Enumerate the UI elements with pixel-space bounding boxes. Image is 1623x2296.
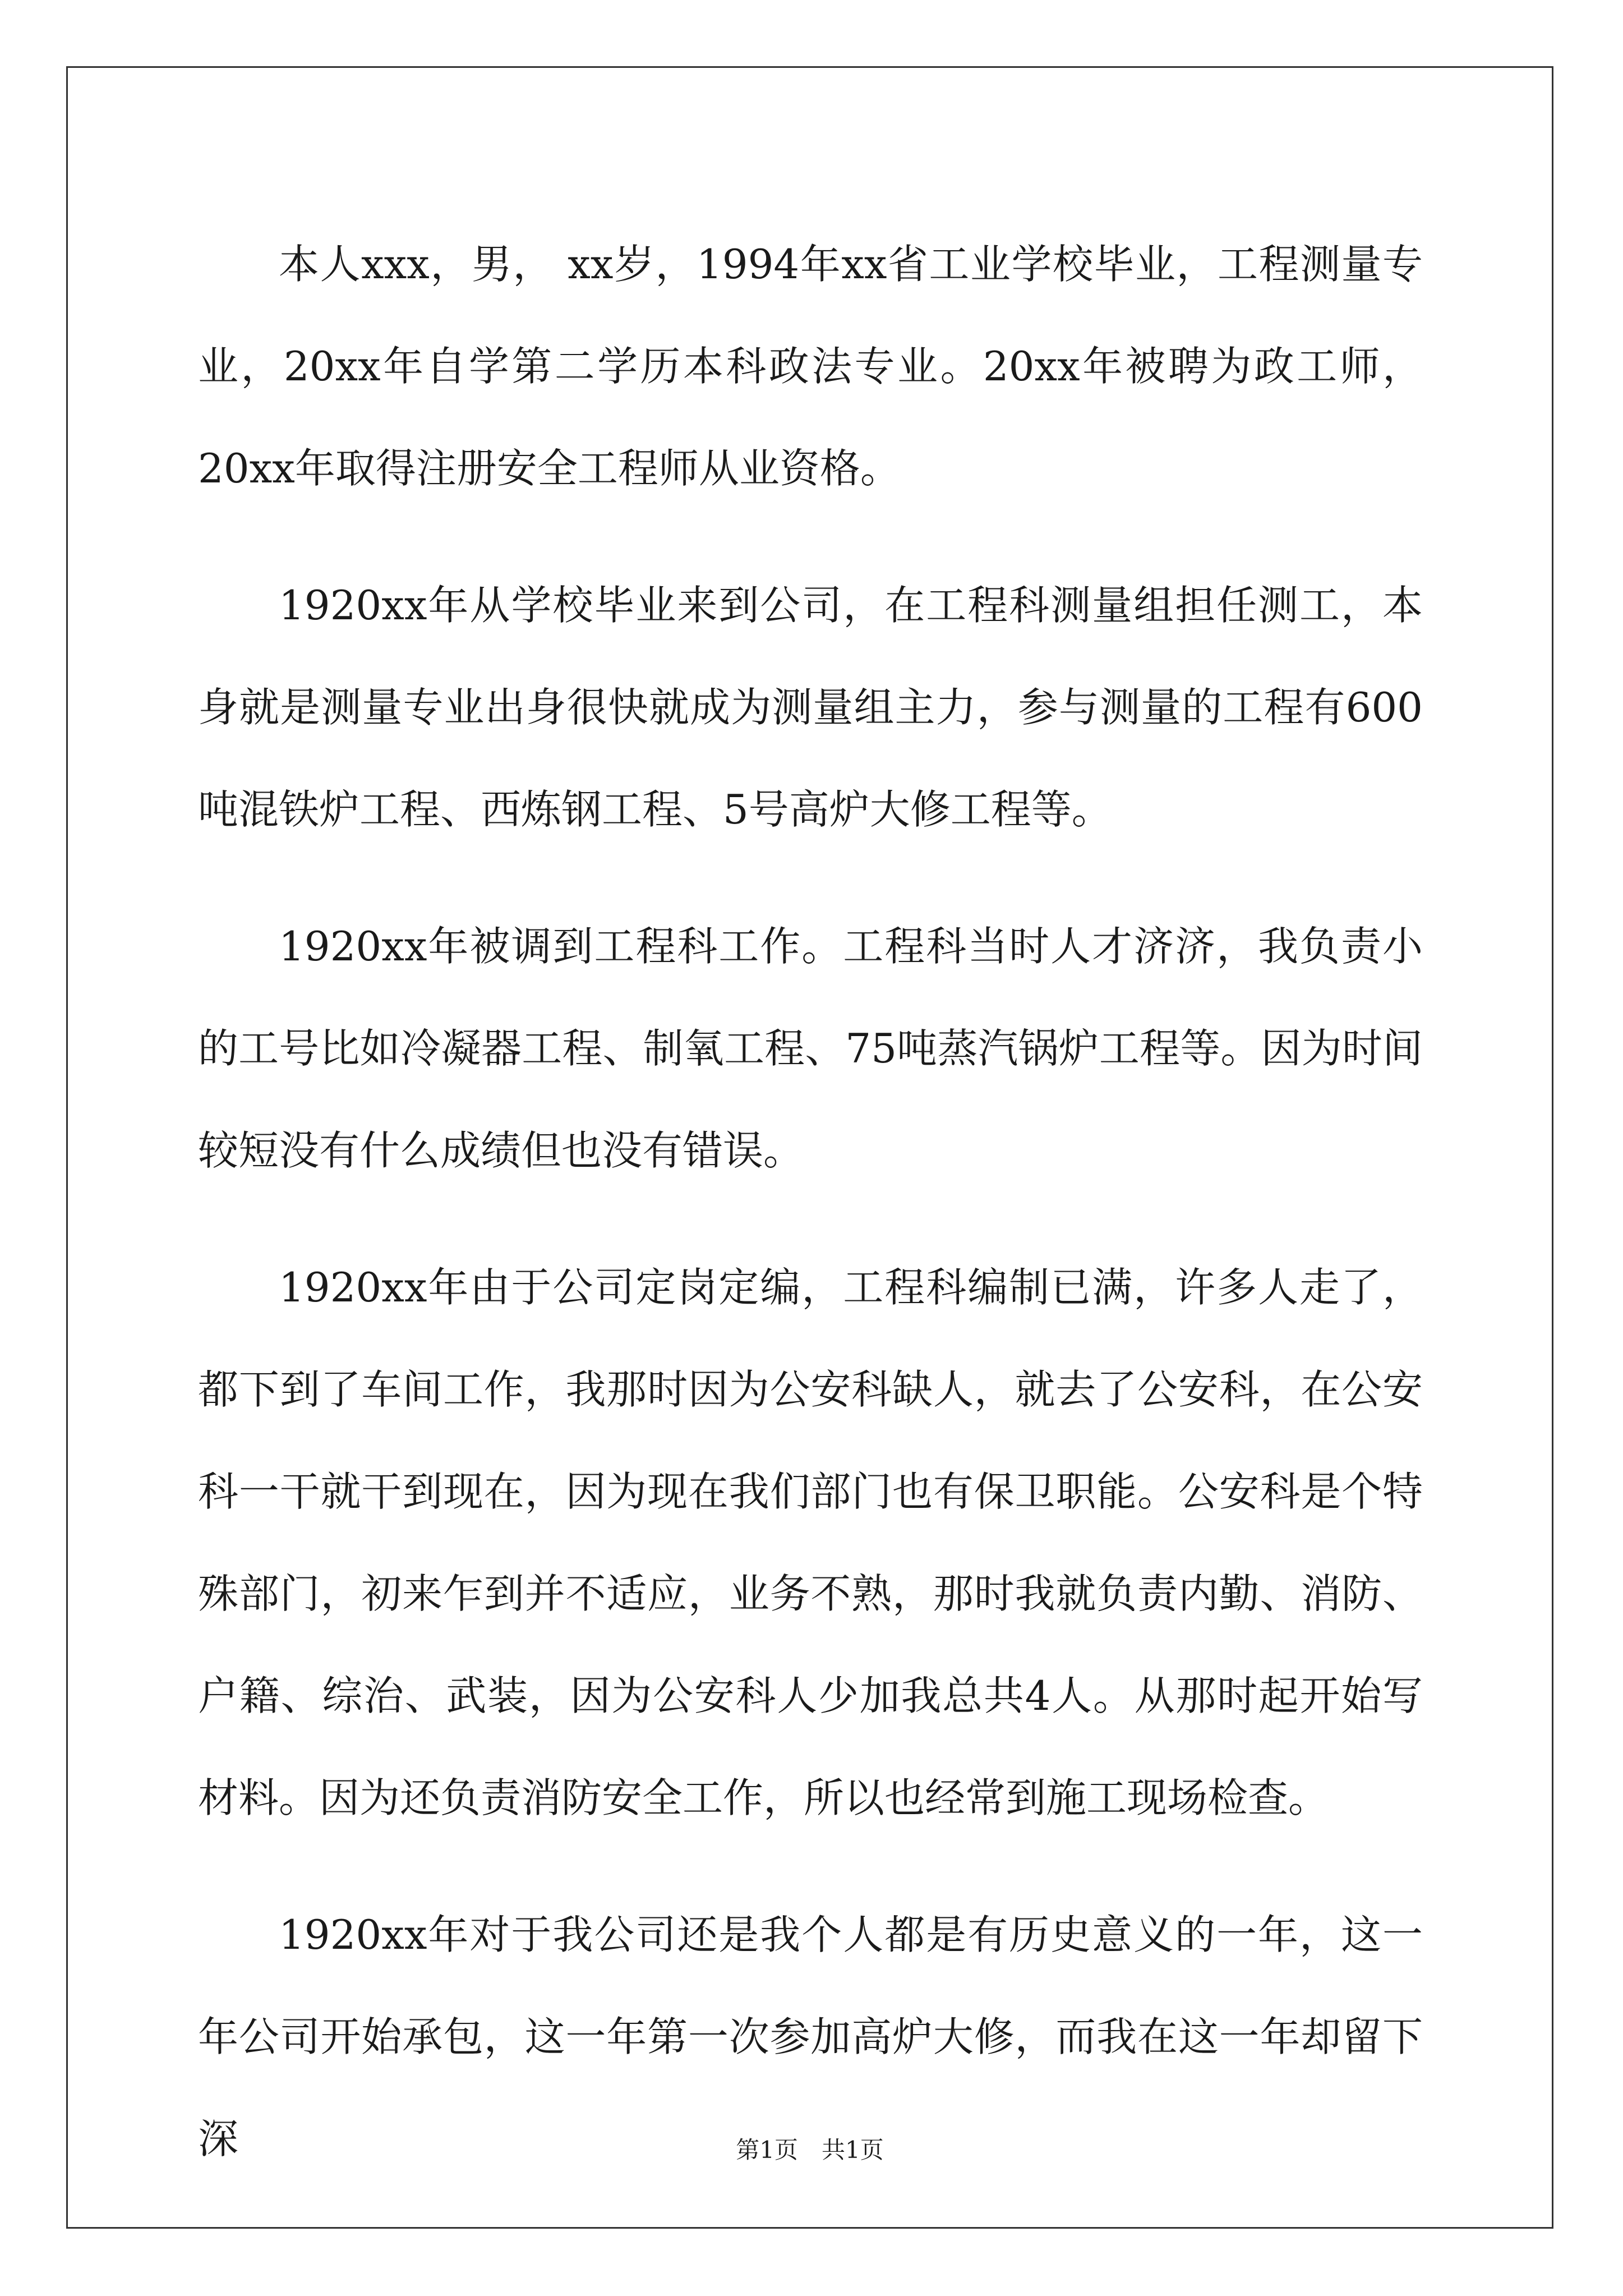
paragraph-3: 1920xx年被调到工程科工作。工程科当时人才济济，我负责小的工号比如冷凝器工程、制氧工程、75吨蒸汽锅炉工程等。因为时间较短没有什么成绩但也没有错误。 xyxy=(198,923,1423,1174)
paragraph-5: 1920xx年对于我公司还是我个人都是有历史意义的一年，这一年公司开始承包，这一年第一次参加高炉大修，而我在这一年却留下深 xyxy=(198,1911,1423,2162)
paragraph-2: 1920xx年从学校毕业来到公司，在工程科测量组担任测工，本身就是测量专业出身很快就成为测量组主力，参与测量的工程有600吨混铁炉工程、西炼钢工程、5号高炉大修工程等。 xyxy=(198,582,1423,833)
paragraph-1: 本人xxx，男， xx岁，1994年xx省工业学校毕业，工程测量专业，20xx年自学第二学历本科政法专业。20xx年被聘为政工师，20xx年取得注册安全工程师从业资格。 xyxy=(198,241,1423,492)
document-body xyxy=(198,213,1423,2225)
page-number-footer: 第1页 共1页 xyxy=(736,2136,884,2164)
paragraph-4: 1920xx年由于公司定岗定编，工程科编制已满，许多人走了，都下到了车间工作，我那时因为公安科缺人，就去了公安科，在公安科一干就干到现在，因为现在我们部门也有保卫职能。公安科是个特殊部门，初来乍到并不适应，业务不熟，那时我就负责内勤、消防、户籍、综治、武装，因为公安科人少加我总共4人。从那时起开始写材料。因为还负责消防安全工作，所以也经常到施工现场检查。 xyxy=(198,1264,1423,1821)
